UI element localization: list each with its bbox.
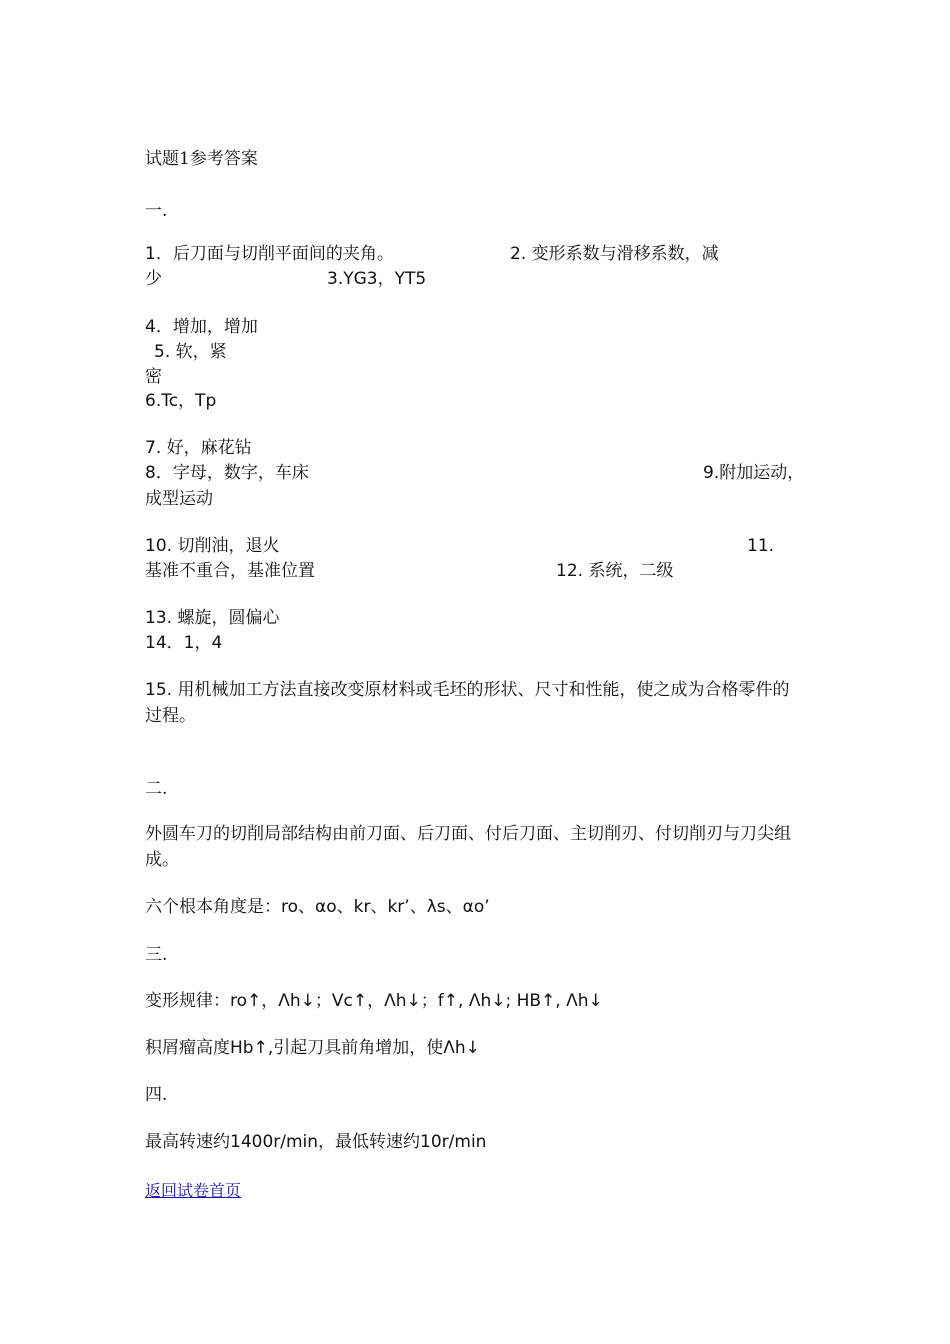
answer-13: 13. 螺旋，圆偏心: [145, 608, 280, 628]
answer-5: 5. 软，紧: [154, 342, 227, 362]
answer-14: 14．1，4: [145, 633, 223, 653]
answer-2: 2. 变形系数与滑移系数，减: [510, 244, 719, 264]
section-1-heading: 一.: [145, 201, 168, 221]
section-3-paragraph-2: 积屑瘤高度Hb↑,引起刀具前角增加，使Λh↓: [145, 1038, 480, 1058]
page-title: 试题1参考答案: [145, 149, 258, 169]
answer-2-continued: 少: [145, 269, 162, 289]
answer-7: 7. 好，麻花钻: [145, 438, 252, 458]
answer-5-continued: 密: [145, 367, 162, 387]
section-3-paragraph-1: 变形规律：ro↑，Λh↓；Vc↑，Λh↓；f↑, Λh↓; HB↑, Λh↓: [145, 991, 603, 1011]
answer-15: 15. 用机械加工方法直接改变原材料或毛坯的形状、尺寸和性能，使之成为合格零件的过程。: [145, 680, 790, 726]
answer-10: 10. 切削油，退火: [145, 536, 280, 556]
section-2-paragraph-2: 六个根本角度是：ro、αo、kr、kr’、λs、αo’: [145, 897, 490, 917]
section-4-paragraph-1: 最高转速约1400r/min，最低转速约10r/min: [145, 1132, 487, 1152]
answer-9: 9.附加运动，: [703, 463, 805, 483]
answer-3: 3.YG3，YT5: [327, 269, 427, 289]
answer-6: 6.Tc，Tp: [145, 391, 217, 411]
answer-11: 11.: [747, 536, 775, 556]
answer-4: 4．增加，增加: [145, 317, 258, 337]
answer-9-continued: 成型运动: [145, 489, 213, 509]
back-to-exam-home-link[interactable]: 返回试卷首页: [145, 1181, 242, 1200]
section-4-heading: 四.: [145, 1085, 168, 1105]
section-2-heading: 二.: [145, 779, 168, 799]
answer-8: 8．字母，数字，车床: [145, 463, 309, 483]
section-3-heading: 三.: [145, 945, 168, 965]
answer-12: 12. 系统，二级: [556, 561, 674, 581]
answer-1: 1．后刀面与切削平面间的夹角。: [145, 244, 394, 264]
document-page: [145, 0, 815, 1344]
answer-11-continued: 基准不重合，基准位置: [145, 561, 315, 581]
section-2-paragraph-1: 外圆车刀的切削局部结构由前刀面、后刀面、付后刀面、主切削刃、付切削刃与刀尖组成。: [145, 824, 791, 870]
